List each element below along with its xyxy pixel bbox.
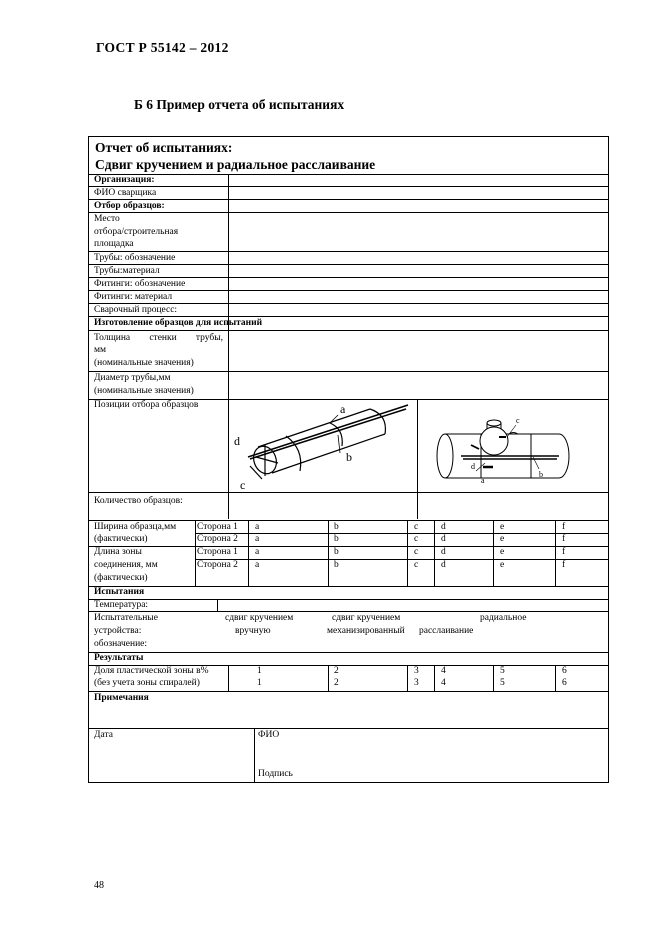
option-manual-torsion: вручную <box>235 626 271 636</box>
rule <box>89 520 608 521</box>
rule <box>89 586 608 587</box>
rule <box>555 665 556 691</box>
cell-number: 5 <box>500 666 505 676</box>
cell-letter: e <box>500 534 505 544</box>
cell-letter: a <box>255 547 260 557</box>
cell-number: 6 <box>562 678 567 688</box>
fig-label-a: a <box>340 402 346 416</box>
rule <box>89 251 608 252</box>
cell-number: 3 <box>414 666 419 676</box>
label-pipes-material: Трубы:материал <box>94 266 160 276</box>
cell-number: 2 <box>334 666 339 676</box>
label-side-2: Сторона 2 <box>197 560 238 570</box>
rule <box>89 174 608 175</box>
label-plastic-zone-share: Доля пластической зоны в% <box>94 666 209 676</box>
label-test-devices: обозначение: <box>94 639 148 649</box>
rule <box>89 316 608 317</box>
label-specimen-prep: Изготовление образцов для испытаний <box>94 318 263 328</box>
cell-letter: f <box>562 560 566 570</box>
fig-label-b: b <box>539 470 543 479</box>
rule <box>89 691 608 692</box>
label-site: площадка <box>94 239 134 249</box>
cell-number: 4 <box>441 678 446 688</box>
label-fittings-designation: Фитинги: обозначение <box>94 279 186 289</box>
label-sampling: Отбор образцов: <box>94 201 165 211</box>
cell-letter: c <box>414 560 419 570</box>
cell-letter: f <box>562 534 566 544</box>
label-specimen-width: (фактически) <box>94 534 148 544</box>
cell-number: 5 <box>500 678 505 688</box>
label-tests: Испытания <box>94 587 145 597</box>
label-sampling-positions: Позиции отбора образцов <box>94 400 199 410</box>
rule <box>89 330 608 331</box>
label-fittings-material: Фитинги: материал <box>94 292 173 302</box>
rule <box>89 611 608 612</box>
rule <box>228 174 229 519</box>
rule <box>89 186 608 187</box>
cell-letter: b <box>334 534 339 544</box>
label-specimen-width: Ширина образца,мм <box>94 522 177 532</box>
cell-number: 4 <box>441 666 446 676</box>
rule <box>89 492 608 493</box>
rule <box>228 665 229 691</box>
label-pipe-diameter: Диаметр трубы,мм <box>94 373 171 383</box>
label-welder-name: ФИО сварщика <box>94 188 157 198</box>
cell-letter: e <box>500 560 505 570</box>
form-title-line1: Отчет об испытаниях: <box>95 140 233 155</box>
page-number: 48 <box>94 880 104 891</box>
fitting-sampling-diagram <box>421 401 607 491</box>
cell-letter: c <box>414 534 419 544</box>
rule <box>493 665 494 691</box>
rule <box>217 599 218 611</box>
cell-letter: b <box>334 560 339 570</box>
cell-letter: c <box>414 522 419 532</box>
cell-letter: f <box>562 547 566 557</box>
cell-number: 2 <box>334 678 339 688</box>
cell-letter: b <box>334 522 339 532</box>
rule <box>89 652 608 653</box>
option-mechanized-torsion: механизированный <box>327 626 405 636</box>
label-results: Результаты <box>94 653 144 663</box>
rule <box>328 665 329 691</box>
label-side-1: Сторона 1 <box>197 522 238 532</box>
rule <box>555 520 556 586</box>
rule <box>89 599 608 600</box>
rule <box>248 520 249 586</box>
rule <box>493 520 494 586</box>
leader-line <box>507 425 516 437</box>
label-organization: Организация: <box>94 175 155 185</box>
label-welding-process: Сварочный процесс: <box>94 305 178 315</box>
rule <box>89 371 608 372</box>
rule <box>417 399 418 519</box>
rule <box>434 665 435 691</box>
fig-label-a: a <box>481 476 485 485</box>
rule <box>434 520 435 586</box>
label-wall-thickness: (номинальные значения) <box>94 358 194 368</box>
cell-letter: e <box>500 547 505 557</box>
label-joint-length: (фактически) <box>94 573 148 583</box>
cell-letter: d <box>441 547 446 557</box>
label-notes: Примечания <box>94 693 149 703</box>
rule <box>407 520 408 586</box>
label-pipes-designation: Трубы: обозначение <box>94 253 176 263</box>
rule <box>89 264 608 265</box>
label-signature: Подпись <box>258 769 293 779</box>
rule <box>407 665 408 691</box>
label-test-devices: устройства: <box>94 626 142 636</box>
cell-number: 3 <box>414 678 419 688</box>
option-mechanized-torsion: сдвиг кручением <box>332 613 401 623</box>
label-date: Дата <box>94 730 113 740</box>
label-side-2: Сторона 2 <box>197 534 238 544</box>
fig-label-b: b <box>346 450 352 464</box>
label-site: отбора/строительная <box>94 227 179 237</box>
label-site: Место <box>94 214 120 224</box>
rule <box>89 546 608 547</box>
label-plastic-zone-share: (без учета зоны спиралей) <box>94 678 200 688</box>
label-temperature: Температура: <box>94 600 149 610</box>
test-report-form <box>88 136 609 783</box>
rule <box>89 728 608 729</box>
rule <box>89 277 608 278</box>
cell-letter: d <box>441 560 446 570</box>
fig-label-d: d <box>234 434 240 448</box>
fig-label-d: d <box>471 462 475 471</box>
cell-letter: b <box>334 547 339 557</box>
cell-number: 1 <box>257 678 262 688</box>
option-manual-torsion: сдвиг кручением <box>225 613 294 623</box>
cell-number: 1 <box>257 666 262 676</box>
cell-letter: a <box>255 522 260 532</box>
rule <box>89 199 608 200</box>
label-joint-length: Длина зоны <box>94 547 142 557</box>
label-wall-thickness: мм <box>94 345 107 355</box>
rule <box>89 212 608 213</box>
label-side-1: Сторона 1 <box>197 547 238 557</box>
label-name: ФИО <box>258 730 280 740</box>
rule <box>89 303 608 304</box>
pipe-sampling-diagram <box>230 401 416 491</box>
label-joint-length: соединения, мм <box>94 560 158 570</box>
label-test-devices: Испытательные <box>94 613 158 623</box>
rule <box>89 290 608 291</box>
cell-letter: a <box>255 534 260 544</box>
label-wall-thickness: Толщина стенки трубы, <box>94 333 223 343</box>
cell-letter: f <box>562 522 566 532</box>
cell-letter: d <box>441 522 446 532</box>
option-radial-peeling: радиальное <box>480 613 527 623</box>
label-pipe-diameter: (номинальные значения) <box>94 386 194 396</box>
rule <box>254 728 255 782</box>
cell-letter: c <box>414 547 419 557</box>
section-title: Б 6 Пример отчета об испытаниях <box>134 97 345 112</box>
label-specimen-count: Количество образцов: <box>94 496 183 506</box>
fig-label-c: c <box>516 416 520 425</box>
rule <box>195 520 196 586</box>
document-header: ГОСТ Р 55142 – 2012 <box>96 40 229 55</box>
rule <box>328 520 329 586</box>
cell-letter: e <box>500 522 505 532</box>
fig-label-c: c <box>240 478 246 491</box>
cell-letter: a <box>255 560 260 570</box>
form-title-line2: Сдвиг кручением и радиальное расслаивание <box>95 157 376 172</box>
option-radial-peeling: расслаивание <box>419 626 474 636</box>
cell-number: 6 <box>562 666 567 676</box>
cell-letter: d <box>441 534 446 544</box>
